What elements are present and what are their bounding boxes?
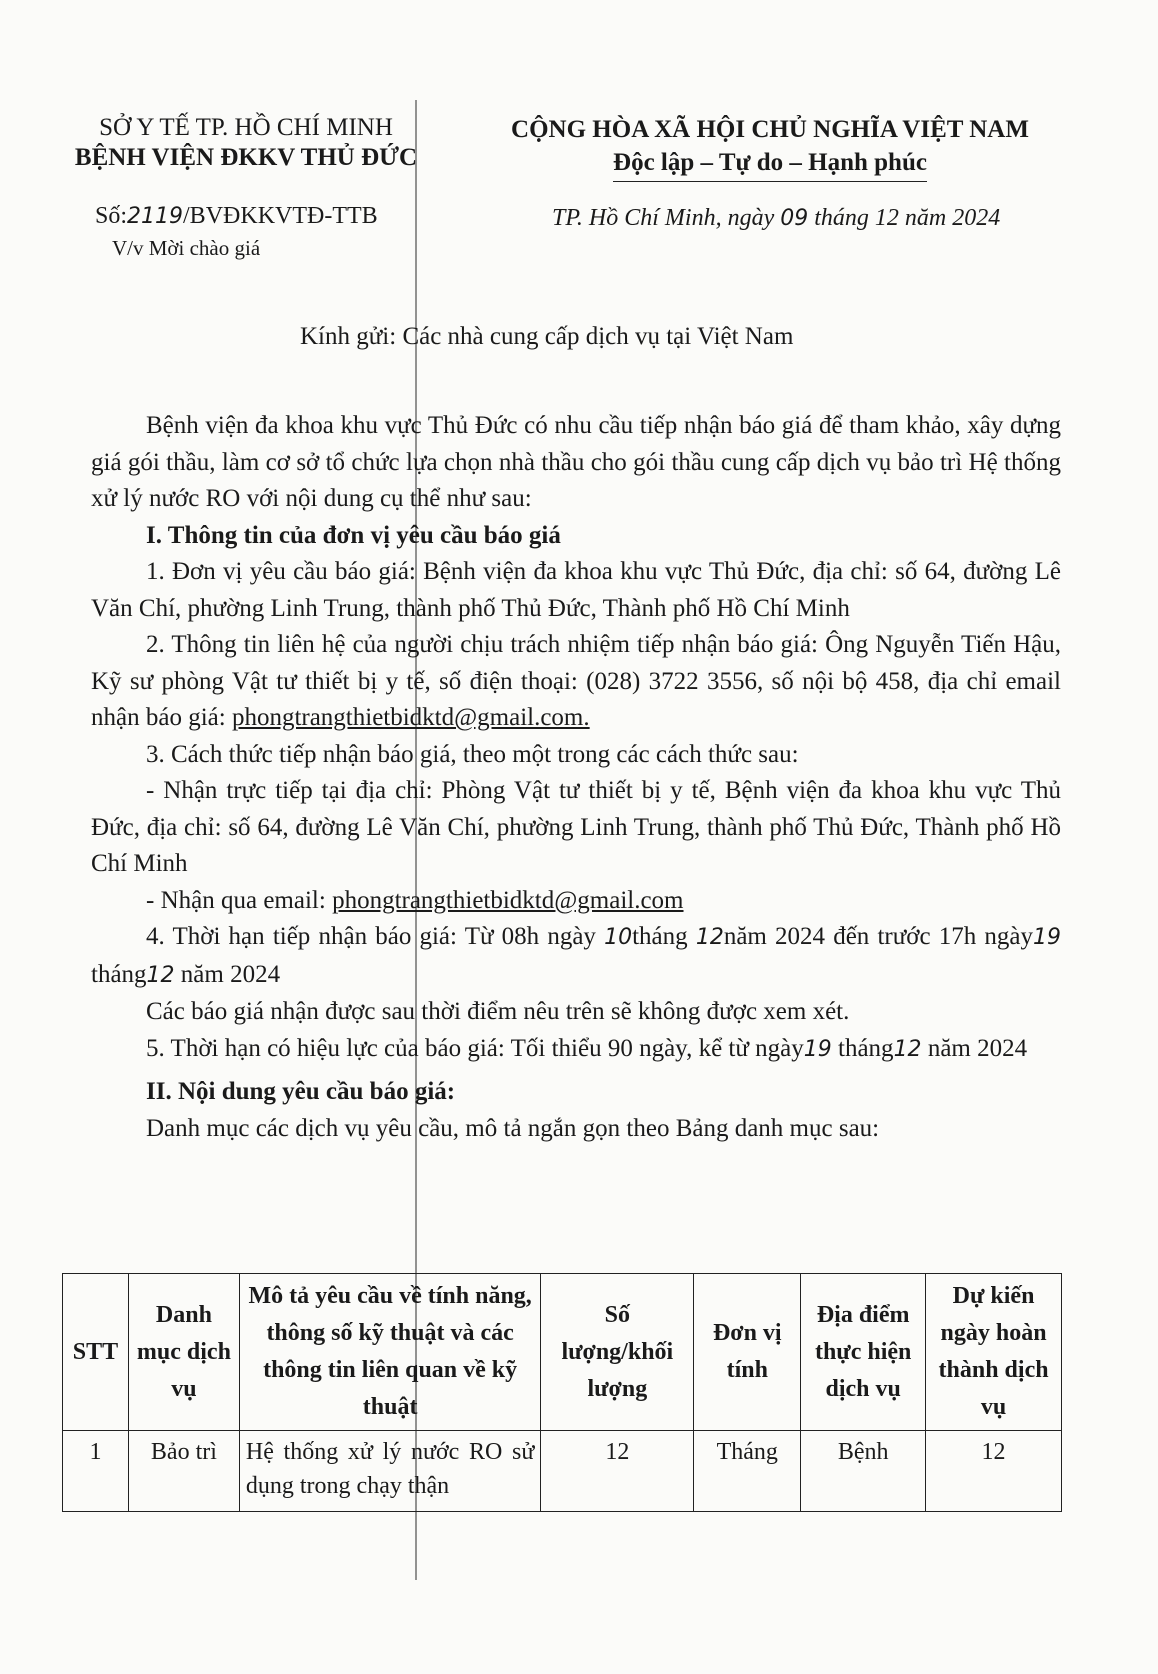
table-cell: Hệ thống xử lý nước RO sử dụng trong chạy thận (239, 1431, 541, 1512)
table-header-row (63, 1274, 1062, 1431)
table-header: Đơn vị tính (694, 1274, 801, 1431)
section-1-title: I. Thông tin của đơn vị yêu cầu báo giá (146, 521, 561, 549)
section-1-item-3: 3. Cách thức tiếp nhận báo giá, theo một trong các cách thức sau: (146, 740, 799, 768)
item-4-text-3: năm 2024 đến trước 17h ngày (723, 923, 1034, 950)
item-4-text-4: tháng (91, 960, 147, 988)
item-5-day: 19 (803, 1036, 832, 1062)
national-title: CỘNG HÒA XÃ HỘI CHỦ NGHĨA VIỆT NAM (511, 116, 1029, 143)
date-day-handwritten: 09 (780, 206, 809, 231)
table-cell: Tháng (694, 1431, 801, 1512)
item-5-text-2: tháng (831, 1034, 894, 1062)
intro-paragraph: Bệnh viện đa khoa khu vực Thủ Đức có nhu cầu tiếp nhận báo giá để tham khảo, xây dựng giá gói thầu, làm cơ sở tổ chức lựa chọn nhà thầu cho gói thầu cung cấp dịch vụ bảo trì Hệ thống xử lý nước RO với nội dung cụ thể như sau: (91, 412, 1061, 512)
section-1-item-3a: - Nhận trực tiếp tại địa chỉ: Phòng Vật tư thiết bị y tế, Bệnh viện đa khoa khu vực Thủ Đức, địa chỉ: số 64, đường Lê Văn Chí, phường Linh Trung, thành phố Thủ Đức, Thành phố Hồ Chí Minh (91, 777, 1061, 877)
item-5-text-1: 5. Thời hạn có hiệu lực của báo giá: Tối thiểu 90 ngày, kể từ ngày (146, 1034, 804, 1062)
document-subject: V/v Mời chào giá (112, 236, 261, 260)
date-suffix: tháng 12 năm 2024 (808, 205, 1001, 231)
item-2-text: 2. Thông tin liên hệ của người chịu trách nhiệm tiếp nhận báo giá: Ông Nguyễn Tiến Hậu, Kỹ sư phòng Vật tư thiết bị y tế, số điện thoại: (028) 3722 3556, số nội bộ 458, địa chỉ email nhận báo giá: (91, 631, 1061, 731)
item-4-text-1: 4. Thời hạn tiếp nhận báo giá: Từ 08h ngày (146, 923, 605, 950)
section-1-item-1: 1. Đơn vị yêu cầu báo giá: Bệnh viện đa khoa khu vực Thủ Đức, địa chỉ: số 64, đường Lê Văn Chí, phường Linh Trung, thành phố Thủ Đức, Thành phố Hồ Chí Minh (91, 558, 1061, 622)
item-4-start-month: 12 (695, 925, 724, 950)
item-4-start-day: 10 (604, 925, 633, 950)
table-header: Số lượng/khối lượng (541, 1274, 694, 1431)
table-cell: Bảo trì (128, 1431, 239, 1512)
section-1-item-3b (91, 883, 1061, 920)
doc-number-prefix: Số: (95, 203, 128, 229)
item-4-text-2: tháng (632, 923, 696, 950)
national-motto: Độc lập – Tự do – Hạnh phúc (613, 146, 927, 182)
item-4-end-day: 19 (1033, 925, 1062, 950)
doc-number-suffix: /BVĐKKVTĐ-TTB (183, 203, 378, 229)
item-4-end-month: 12 (146, 962, 175, 988)
table-header: STT (63, 1274, 129, 1431)
section-2-lead: Danh mục các dịch vụ yêu cầu, mô tả ngắn gọn theo Bảng danh mục sau: (146, 1114, 880, 1142)
section-2-title: II. Nội dung yêu cầu báo giá: (146, 1078, 456, 1105)
table-cell: Bệnh (801, 1431, 926, 1512)
section-1-item-4 (91, 919, 1061, 994)
section-1-item-2 (91, 627, 1061, 737)
table-header: Địa điểm thực hiện dịch vụ (801, 1274, 926, 1431)
table-header: Danh mục dịch vụ (128, 1274, 239, 1431)
contact-email-link[interactable]: phongtrangthietbidktd@gmail.com. (231, 704, 590, 731)
section-1-item-4-note: Các báo giá nhận được sau thời điểm nêu trên sẽ không được xem xét. (146, 998, 850, 1025)
table-row (63, 1431, 1062, 1512)
document-date (552, 205, 1000, 232)
item-3b-text: - Nhận qua email: (146, 886, 333, 914)
issuer-org: BỆNH VIỆN ĐKKV THỦ ĐỨC (74, 144, 418, 171)
date-prefix: TP. Hồ Chí Minh, ngày (552, 205, 781, 231)
table-header: Dự kiến ngày hoàn thành dịch vụ (926, 1274, 1062, 1431)
doc-number-handwritten: 2119 (127, 204, 184, 229)
salutation: Kính gửi: Các nhà cung cấp dịch vụ tại Việt Nam (300, 323, 794, 350)
issuer-header (66, 113, 426, 173)
issuer-parent-org: SỞ Y TẾ TP. HỒ CHÍ MINH (99, 114, 393, 141)
document-number (95, 203, 378, 230)
table-header: Mô tả yêu cầu về tính năng, thông số kỹ thuật và các thông tin liên quan về kỹ thuật (239, 1274, 541, 1431)
table-cell: 1 (63, 1431, 129, 1512)
table-cell: 12 (926, 1431, 1062, 1512)
service-table (62, 1273, 1062, 1512)
document-body (91, 408, 1061, 1147)
item-5-text-3: năm 2024 (921, 1034, 1028, 1062)
national-header (470, 113, 1070, 182)
item-5-month: 12 (893, 1036, 922, 1062)
item-4-text-5: năm 2024 (174, 960, 281, 988)
submission-email-link[interactable]: phongtrangthietbidktd@gmail.com (332, 886, 684, 914)
table-cell: 12 (541, 1431, 694, 1512)
section-1-item-5 (91, 1031, 1061, 1069)
